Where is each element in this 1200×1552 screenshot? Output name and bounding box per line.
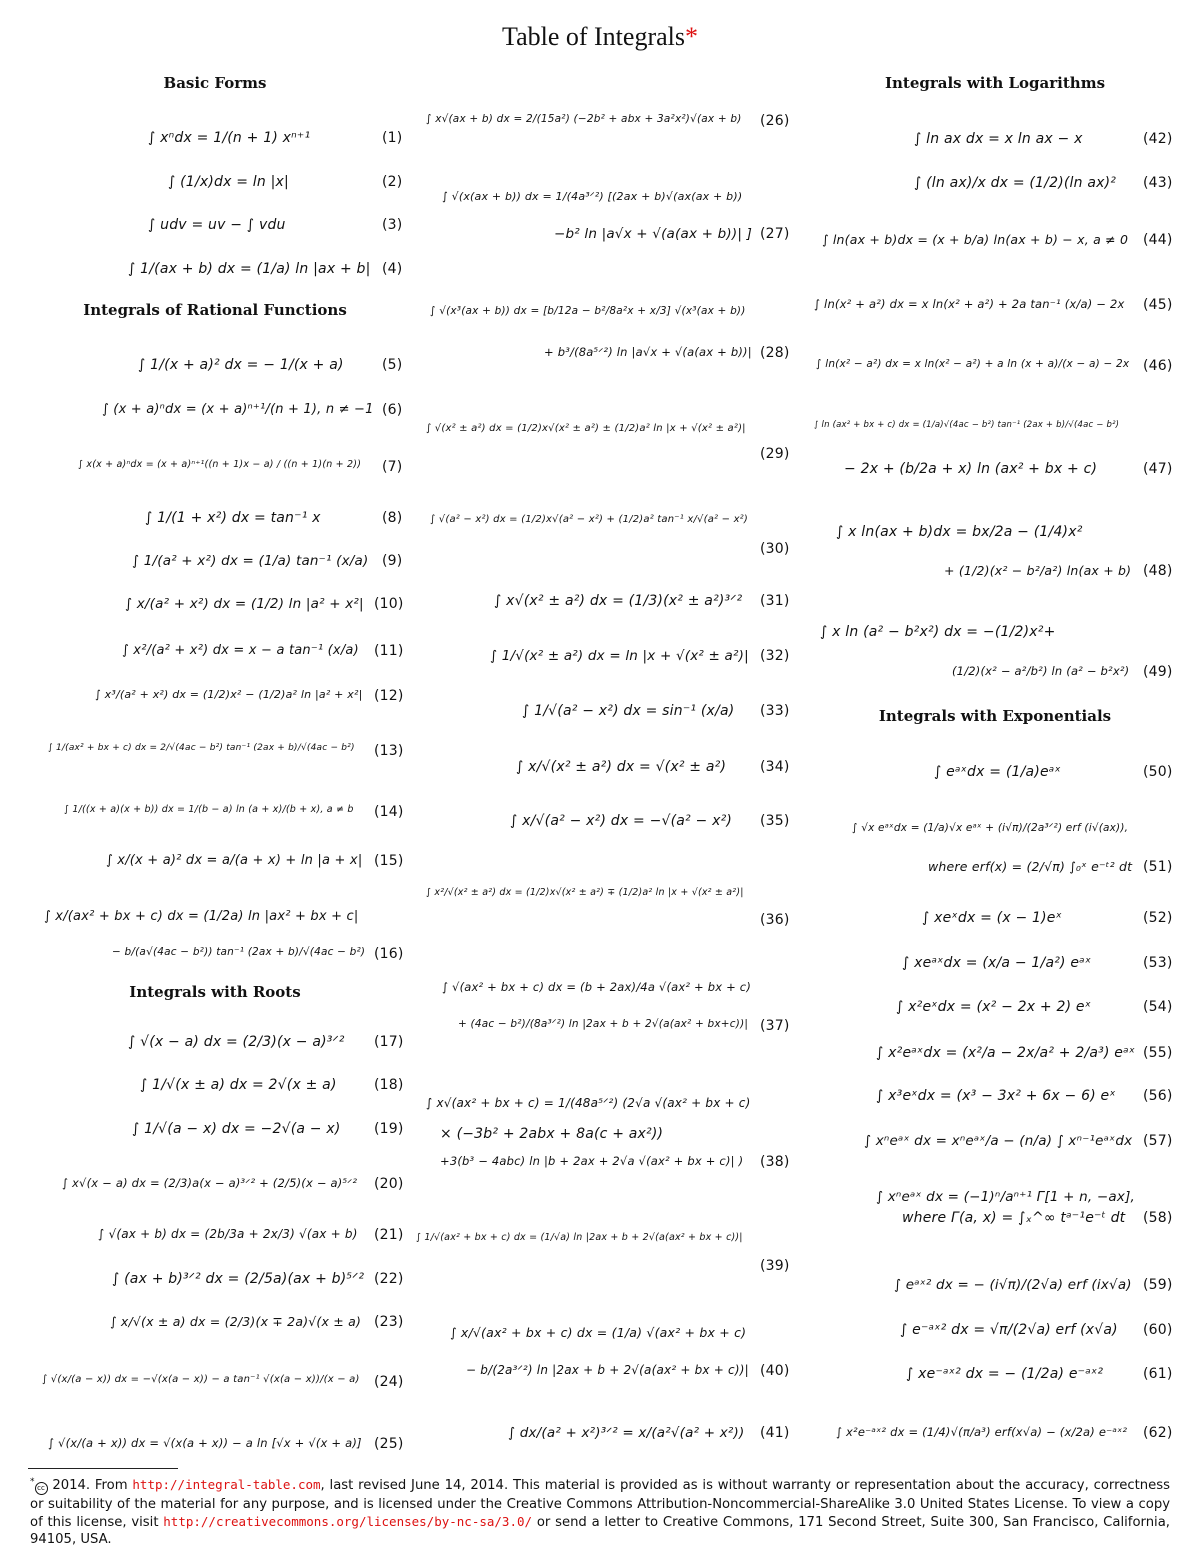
equation-expr: ∫ 1/√(a − x) dx = −2√(a − x) — [132, 1121, 341, 1137]
title-text: Table of Integrals — [502, 22, 685, 51]
equation-number: (51) — [1143, 859, 1173, 875]
equation-expr: ∫ (ax + b)³ᐟ² dx = (2/5a)(ax + b)⁵ᐟ² — [112, 1271, 365, 1287]
equation-expr: ∫ xⁿdx = 1/(n + 1) xⁿ⁺¹ — [148, 130, 311, 146]
equation-expr: ∫ xⁿeᵃˣ dx = xⁿeᵃˣ/a − (n/a) ∫ xⁿ⁻¹eᵃˣdx — [864, 1133, 1133, 1149]
title-footnote-mark: * — [685, 22, 698, 51]
equation-expr: ∫ √(x/(a + x)) dx = √(x(a + x)) − a ln [√x + √(x + a)] — [48, 1436, 362, 1450]
equation-expr: ∫ √(a² − x²) dx = (1/2)x√(a² − x²) + (1/2)a² tan⁻¹ x/√(a² − x²) — [430, 514, 748, 525]
equation-number: (13) — [374, 743, 404, 759]
equation-number: (45) — [1143, 297, 1173, 313]
equation-number: (28) — [760, 345, 790, 361]
section-heading-roots: Integrals with Roots — [129, 983, 301, 1001]
equation-expr: ∫ x ln(ax + b)dx = bx/2a − (1/4)x² — [836, 524, 1083, 540]
equation-number: (9) — [382, 553, 403, 569]
footnote-text-1: 2014. From — [47, 1478, 133, 1493]
footnote-text-3: or send a letter to Creative Commons, 171 Second Street, Suite 300, San Francisco, California, 94105, USA. — [30, 1515, 1170, 1547]
equation-number: (4) — [382, 261, 403, 277]
equation-number: (59) — [1143, 1277, 1173, 1293]
equation-number: (39) — [760, 1258, 790, 1274]
equation-expr: ∫ ln(x² − a²) dx = x ln(x² − a²) + a ln (x + a)/(x − a) − 2x — [816, 358, 1130, 370]
equation-expr: ∫ 1/√(a² − x²) dx = sin⁻¹ (x/a) — [522, 703, 735, 719]
equation-expr: −b² ln |a√x + √(a(ax + b))| ] — [554, 226, 753, 242]
equation-expr: ∫ e⁻ᵃˣ² dx = √π/(2√a) erf (x√a) — [900, 1322, 1118, 1338]
equation-number: (46) — [1143, 358, 1173, 374]
equation-expr: + (4ac − b²)/(8a³ᐟ²) ln |2ax + b + 2√(a(ax² + bx+c))| — [458, 1018, 749, 1030]
equation-expr: ∫ eᵃˣ² dx = − (i√π)/(2√a) erf (ix√a) — [894, 1277, 1132, 1293]
equation-expr: − 2x + (b/2a + x) ln (ax² + bx + c) — [844, 461, 1098, 477]
equation-expr: ∫ x/√(x² ± a²) dx = √(x² ± a²) — [516, 759, 727, 775]
section-heading-basic-forms: Basic Forms — [163, 74, 267, 92]
equation-number: (17) — [374, 1034, 404, 1050]
equation-number: (27) — [760, 226, 790, 242]
equation-expr: ∫ 1/(x + a)² dx = − 1/(x + a) — [138, 357, 344, 373]
equation-expr: ∫ x/√(a² − x²) dx = −√(a² − x²) — [510, 813, 733, 829]
equation-number: (60) — [1143, 1322, 1173, 1338]
equation-expr: ∫ √(x² ± a²) dx = (1/2)x√(x² ± a²) ± (1/2)a² ln |x + √(x² ± a²)| — [426, 423, 746, 434]
equation-expr: ∫ x/√(ax² + bx + c) dx = (1/a) √(ax² + bx + c) — [450, 1325, 747, 1340]
equation-expr: ∫ x/(x + a)² dx = a/(a + x) + ln |a + x| — [106, 853, 363, 868]
equation-expr: ∫ 1/((x + a)(x + b)) dx = 1/(b − a) ln (a + x)/(b + x), a ≠ b — [64, 804, 354, 815]
equation-expr: ∫ x√(x − a) dx = (2/3)a(x − a)³ᐟ² + (2/5)(x − a)⁵ᐟ² — [62, 1176, 358, 1190]
equation-expr: ∫ dx/(a² + x²)³ᐟ² = x/(a²√(a² + x²)) — [508, 1425, 745, 1441]
equation-expr: ∫ √(x − a) dx = (2/3)(x − a)³ᐟ² — [128, 1034, 345, 1050]
equation-expr: ∫ x√(x² ± a²) dx = (1/3)(x² ± a²)³ᐟ² — [494, 593, 743, 609]
equation-expr: ∫ 1/(ax² + bx + c) dx = 2/√(4ac − b²) tan⁻¹ (2ax + b)/√(4ac − b²) — [48, 743, 355, 753]
equation-number: (30) — [760, 541, 790, 557]
equation-number: (43) — [1143, 175, 1173, 191]
equation-number: (56) — [1143, 1088, 1173, 1104]
equation-number: (61) — [1143, 1366, 1173, 1382]
footnote-text-2: , last revised June 14, 2014. This material is provided as is without warranty or representation about the accuracy, correctness or suitability of the material for any purpose, and is licensed under the Creative Commons Attribution-Noncommercial-ShareAlike 3.0 United States License. To view a copy of this license, visit — [30, 1478, 1170, 1530]
equation-number: (7) — [382, 459, 403, 475]
equation-expr: ∫ xeˣdx = (x − 1)eˣ — [922, 910, 1063, 926]
equation-number: (31) — [760, 593, 790, 609]
equation-number: (29) — [760, 446, 790, 462]
equation-expr: − b/(2a³ᐟ²) ln |2ax + b + 2√(a(ax² + bx + c))| — [466, 1363, 749, 1377]
footnote — [30, 1476, 1170, 1548]
equation-number: (58) — [1143, 1210, 1173, 1226]
equation-expr: ∫ x²eˣdx = (x² − 2x + 2) eˣ — [896, 999, 1092, 1015]
equation-expr: ∫ √(x(ax + b)) dx = 1/(4a³ᐟ²) [(2ax + b)√(ax(ax + b)) — [442, 190, 743, 203]
equation-expr: ∫ √(ax + b) dx = (2b/3a + 2x/3) √(ax + b) — [98, 1227, 358, 1241]
equation-number: (32) — [760, 648, 790, 664]
equation-number: (1) — [382, 130, 403, 146]
equation-expr: ∫ x/(a² + x²) dx = (1/2) ln |a² + x²| — [125, 596, 364, 612]
footnote-mark: * — [30, 1477, 35, 1487]
equation-number: (14) — [374, 804, 404, 820]
equation-number: (16) — [374, 946, 404, 962]
equation-expr: ∫ 1/(ax + b) dx = (1/a) ln |ax + b| — [128, 261, 371, 277]
equation-expr: ∫ 1/√(x² ± a²) dx = ln |x + √(x² ± a²)| — [490, 648, 749, 664]
equation-number: (34) — [760, 759, 790, 775]
page-title — [0, 22, 1200, 52]
equation-expr: ∫ (x + a)ⁿdx = (x + a)ⁿ⁺¹/(n + 1), n ≠ −1 — [102, 402, 374, 417]
equation-number: (38) — [760, 1154, 790, 1170]
equation-expr: ∫ x³eˣdx = (x³ − 3x² + 6x − 6) eˣ — [876, 1088, 1116, 1104]
equation-number: (12) — [374, 688, 404, 704]
equation-expr: ∫ 1/(a² + x²) dx = (1/a) tan⁻¹ (x/a) — [132, 553, 369, 569]
equation-expr: ∫ x³/(a² + x²) dx = (1/2)x² − (1/2)a² ln |a² + x²| — [95, 688, 363, 701]
equation-number: (20) — [374, 1176, 404, 1192]
equation-number: (54) — [1143, 999, 1173, 1015]
equation-expr: ∫ xeᵃˣdx = (x/a − 1/a²) eᵃˣ — [902, 955, 1092, 971]
equation-expr: where erf(x) = (2/√π) ∫₀ˣ e⁻ᵗ² dt — [928, 859, 1133, 874]
equation-expr: − b/(a√(4ac − b²)) tan⁻¹ (2ax + b)/√(4ac − b²) — [112, 946, 366, 958]
equation-expr: ∫ x²e⁻ᵃˣ² dx = (1/4)√(π/a³) erf(x√a) − (x/2a) e⁻ᵃˣ² — [836, 1425, 1128, 1439]
equation-expr: + (1/2)(x² − b²/a²) ln(ax + b) — [944, 563, 1132, 578]
equation-expr: ∫ x/√(x ± a) dx = (2/3)(x ∓ 2a)√(x ± a) — [110, 1314, 362, 1329]
equation-number: (35) — [760, 813, 790, 829]
equation-number: (10) — [374, 596, 404, 612]
equation-expr: ∫ √(x³(ax + b)) dx = [b/12a − b²/8a²x + x/3] √(x³(ax + b)) — [430, 305, 746, 317]
section-heading-logarithms: Integrals with Logarithms — [884, 74, 1106, 92]
equation-number: (47) — [1143, 461, 1173, 477]
equation-number: (36) — [760, 912, 790, 928]
footnote-rule — [28, 1468, 178, 1469]
equation-expr: ∫ 1/√(x ± a) dx = 2√(x ± a) — [140, 1077, 337, 1093]
equation-expr: ∫ x√(ax + b) dx = 2/(15a²) (−2b² + abx + 3a²x²)√(ax + b) — [426, 113, 742, 125]
equation-expr: ∫ ln(x² + a²) dx = x ln(x² + a²) + 2a tan⁻¹ (x/a) − 2x — [814, 297, 1125, 311]
equation-number: (21) — [374, 1227, 404, 1243]
creative-commons-icon: cc — [35, 1482, 48, 1495]
equation-expr: ∫ eᵃˣdx = (1/a)eᵃˣ — [934, 764, 1061, 780]
equation-expr: +3(b³ − 4abc) ln |b + 2ax + 2√a √(ax² + bx + c)| ) — [440, 1154, 744, 1168]
equation-expr: ∫ 1/√(ax² + bx + c) dx = (1/√a) ln |2ax + b + 2√(a(ax² + bx + c))| — [416, 1232, 743, 1243]
equation-number: (50) — [1143, 764, 1173, 780]
equation-number: (8) — [382, 510, 403, 526]
equation-number: (6) — [382, 402, 403, 418]
section-heading-exponentials: Integrals with Exponentials — [878, 707, 1112, 725]
equation-expr: ∫ x²eᵃˣdx = (x²/a − 2x/a² + 2/a³) eᵃˣ — [876, 1045, 1136, 1061]
equation-expr: ∫ udv = uv − ∫ vdu — [148, 217, 286, 233]
section-heading-rational-functions: Integrals of Rational Functions — [83, 301, 347, 319]
equation-expr: + b³/(8a⁵ᐟ²) ln |a√x + √(a(ax + b))| — [544, 345, 752, 359]
integral-table-link[interactable]: http://integral-table.com — [132, 1477, 321, 1492]
equation-number: (2) — [382, 174, 403, 190]
equation-expr: where Γ(a, x) = ∫ₓ^∞ tᵃ⁻¹e⁻ᵗ dt — [902, 1210, 1126, 1226]
equation-number: (3) — [382, 217, 403, 233]
equation-expr: ∫ √(ax² + bx + c) dx = (b + 2ax)/4a √(ax² + bx + c) — [442, 980, 752, 994]
equation-expr: ∫ ln (ax² + bx + c) dx = (1/a)√(4ac − b²) tan⁻¹ (2ax + b)/√(4ac − b²) — [814, 420, 1120, 430]
equation-expr: ∫ 1/(1 + x²) dx = tan⁻¹ x — [145, 510, 321, 526]
equation-number: (24) — [374, 1374, 404, 1390]
equation-expr: ∫ xe⁻ᵃˣ² dx = − (1/2a) e⁻ᵃˣ² — [906, 1366, 1104, 1382]
equation-expr: ∫ x²/(a² + x²) dx = x − a tan⁻¹ (x/a) — [122, 643, 359, 658]
equation-expr: ∫ xⁿeᵃˣ dx = (−1)ⁿ/aⁿ⁺¹ Γ[1 + n, −ax], — [876, 1189, 1136, 1205]
equation-number: (26) — [760, 113, 790, 129]
equation-number: (57) — [1143, 1133, 1173, 1149]
equation-number: (23) — [374, 1314, 404, 1330]
equation-number: (15) — [374, 853, 404, 869]
equation-number: (62) — [1143, 1425, 1173, 1441]
equation-expr: ∫ ln(ax + b)dx = (x + b/a) ln(ax + b) − x, a ≠ 0 — [822, 232, 1129, 247]
equation-expr: ∫ (1/x)dx = ln |x| — [168, 174, 289, 190]
equation-expr: ∫ ln ax dx = x ln ax − x — [914, 131, 1083, 147]
equation-number: (42) — [1143, 131, 1173, 147]
equation-expr: ∫ x√(ax² + bx + c) = 1/(48a⁵ᐟ²) (2√a √(ax² + bx + c) — [426, 1096, 751, 1110]
equation-number: (40) — [760, 1363, 790, 1379]
equation-expr: (1/2)(x² − a²/b²) ln (a² − b²x²) — [952, 664, 1130, 678]
equation-expr: ∫ √x eᵃˣdx = (1/a)√x eᵃˣ + (i√π)/(2a³ᐟ²) erf (i√(ax)), — [852, 822, 1129, 834]
equation-number: (53) — [1143, 955, 1173, 971]
equation-number: (5) — [382, 357, 403, 373]
equation-expr: ∫ x(x + a)ⁿdx = (x + a)ⁿ⁺¹((n + 1)x − a) / ((n + 1)(n + 2)) — [78, 459, 362, 470]
equation-expr: × (−3b² + 2abx + 8a(c + ax²)) — [440, 1126, 664, 1142]
equation-number: (19) — [374, 1121, 404, 1137]
equation-number: (48) — [1143, 563, 1173, 579]
equation-number: (11) — [374, 643, 404, 659]
equation-number: (18) — [374, 1077, 404, 1093]
equation-expr: ∫ (ln ax)/x dx = (1/2)(ln ax)² — [914, 175, 1117, 191]
equation-number: (52) — [1143, 910, 1173, 926]
equation-number: (37) — [760, 1018, 790, 1034]
equation-number: (44) — [1143, 232, 1173, 248]
equation-expr: ∫ √(x/(a − x)) dx = −√(x(a − x)) − a tan⁻¹ √(x(a − x))/(x − a) — [42, 1374, 360, 1385]
equation-number: (22) — [374, 1271, 404, 1287]
equation-number: (25) — [374, 1436, 404, 1452]
equation-number: (41) — [760, 1425, 790, 1441]
equation-number: (33) — [760, 703, 790, 719]
equation-expr: ∫ x²/√(x² ± a²) dx = (1/2)x√(x² ± a²) ∓ (1/2)a² ln |x + √(x² ± a²)| — [426, 887, 744, 898]
equation-number: (49) — [1143, 664, 1173, 680]
creative-commons-link[interactable]: http://creativecommons.org/licenses/by-nc-sa/3.0/ — [163, 1514, 533, 1529]
equation-number: (55) — [1143, 1045, 1173, 1061]
equation-expr: ∫ x/(ax² + bx + c) dx = (1/2a) ln |ax² + bx + c| — [44, 909, 359, 924]
equation-expr: ∫ x ln (a² − b²x²) dx = −(1/2)x²+ — [820, 624, 1056, 640]
